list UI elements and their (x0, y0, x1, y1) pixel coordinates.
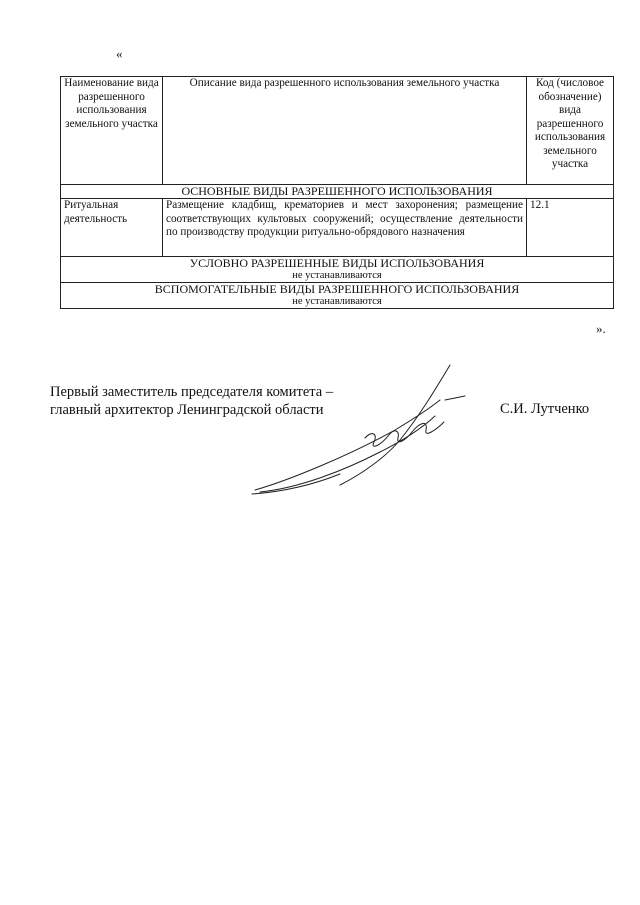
handwritten-signature (250, 360, 470, 500)
section-auxiliary (61, 283, 614, 309)
section-auxiliary-note: не устанавливаются (292, 296, 382, 307)
section-row-conditional (61, 257, 614, 283)
section-conditional-note: не устанавливаются (292, 270, 382, 281)
section-auxiliary-title: ВСПОМОГАТЕЛЬНЫЕ ВИДЫ РАЗРЕШЕННОГО ИСПОЛЬЗОВАНИЯ (154, 282, 520, 296)
header-code: Код (числовое обозначение) вида разрешенного использования земельного участка (527, 77, 614, 185)
position-line-1: Первый заместитель председателя комитета – (50, 384, 334, 400)
land-use-table (60, 76, 614, 309)
row-name: Ритуальная деятельность (61, 199, 163, 257)
table-row (61, 199, 614, 257)
row-code: 12.1 (527, 199, 614, 257)
row-description: Размещение кладбищ, крематориев и мест захоронения; размещение соответствующих культовых сооружений; осуществление деятельности по производству продукции ритуально-обрядового назначения (163, 199, 527, 257)
signatory-name: С.И. Лутченко (500, 401, 590, 417)
section-main-title: ОСНОВНЫЕ ВИДЫ РАЗРЕШЕННОГО ИСПОЛЬЗОВАНИЯ (61, 185, 614, 199)
header-name: Наименование вида разрешенного использования земельного участка (61, 77, 163, 185)
table-header-row (61, 77, 614, 185)
section-conditional (61, 257, 614, 283)
position-line-2: главный архитектор Ленинградской области (50, 402, 324, 418)
section-conditional-title: УСЛОВНО РАЗРЕШЕННЫЕ ВИДЫ ИСПОЛЬЗОВАНИЯ (189, 256, 485, 270)
section-row-main (61, 185, 614, 199)
section-row-auxiliary (61, 283, 614, 309)
opening-quote: « (116, 46, 123, 61)
closing-quote: ». (596, 321, 606, 336)
header-description: Описание вида разрешенного использования земельного участка (163, 77, 527, 185)
